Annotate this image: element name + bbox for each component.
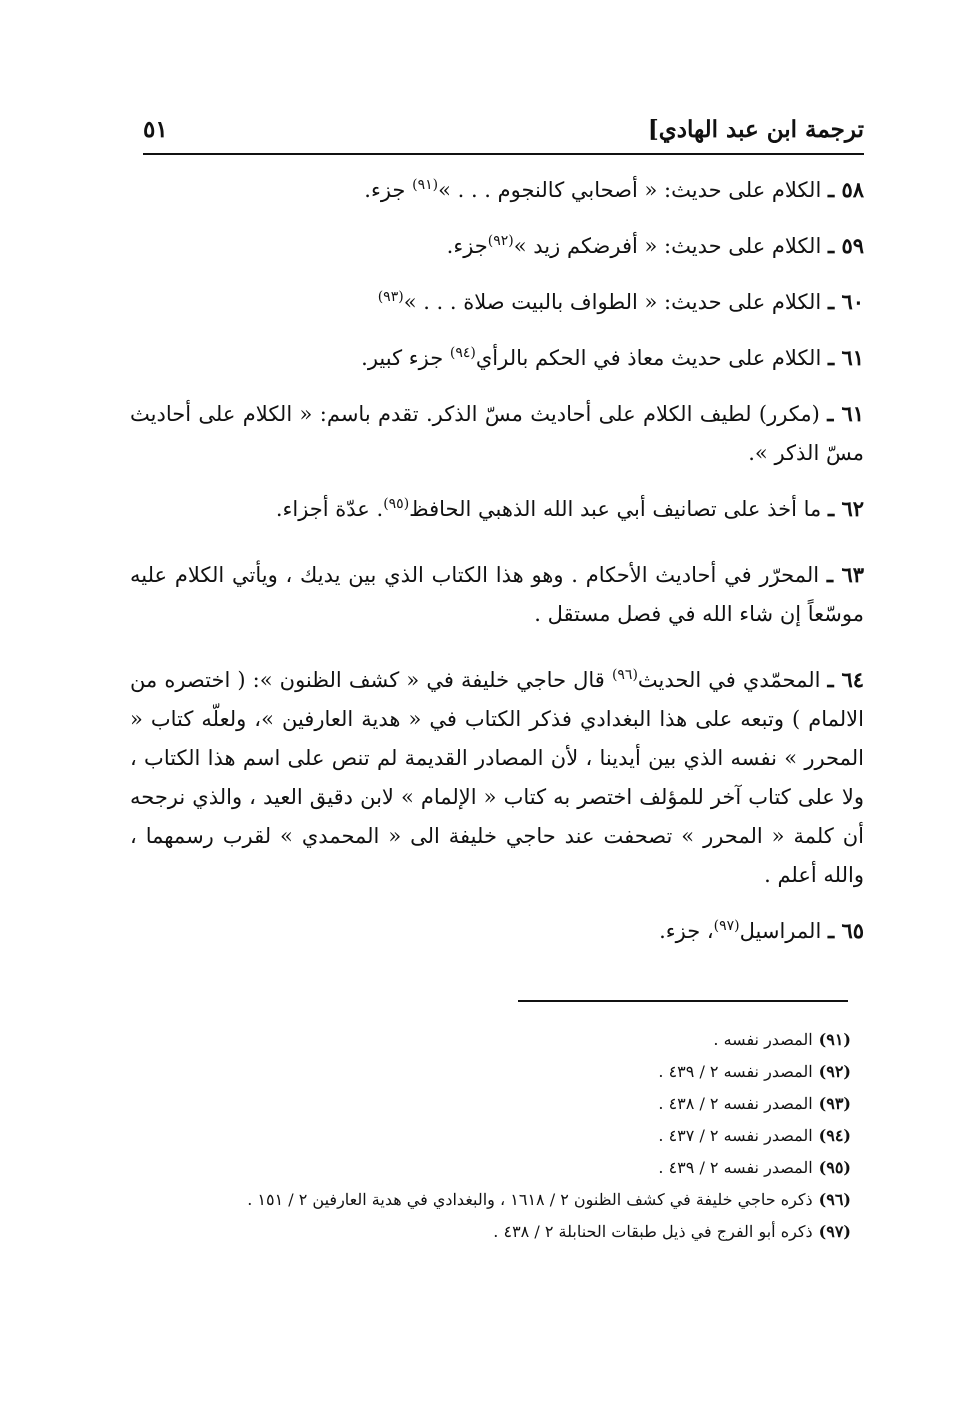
footnote-text: المصدر نفسه . — [713, 1030, 813, 1049]
entry-text: الكلام على حديث: « أفرضكم زيد » — [513, 234, 822, 258]
footnote-ref: (٩١) — [412, 177, 439, 193]
entry-number: ٥٩ ـ — [827, 233, 864, 258]
footnote-92 — [130, 1056, 851, 1088]
footnote-ref: (٩٤) — [449, 345, 476, 361]
entry-61 — [130, 338, 864, 378]
footnote-text: المصدر نفسه ٢ / ٤٣٨ . — [658, 1094, 813, 1113]
entry-tail: ، جزء. — [659, 919, 714, 943]
entry-tail: قال حاجي خليفة في « كشف الظنون »: ( اختصره من الالمام ) وتبعه على هذا البغدادي فذكر الكتاب في « هدية العارفين »، ولعلّه كتاب « المحرر » نفسه الذي بين أيدينا ، لأن المصادر القديمة لم تنص على اسم هذا الكتاب ، ولا على كتاب آخر للمؤلف اختصر به كتاب « الإلمام » لابن دقيق العيد ، والذي نرجحه أن كلمة « المحرر » تصحفت عند حاجي خليفة الى « المحمدي » لقرب رسمهما ، والله أعلم . — [130, 668, 864, 887]
footnote-text: المصدر نفسه ٢ / ٤٣٩ . — [658, 1158, 813, 1177]
entry-text: (مكرر) لطيف الكلام على أحاديث مسّ الذكر. تقدم باسم: « الكلام على أحاديث مسّ الذكر ». — [130, 402, 864, 465]
footnote-91 — [130, 1024, 851, 1056]
footnote-96 — [130, 1184, 851, 1216]
footnote-rule — [518, 1000, 848, 1002]
footnote-number: (٩١) — [818, 1030, 851, 1049]
entry-text: المحرّر في أحاديث الأحكام . وهو هذا الكتاب الذي بين يديك ، ويأتي الكلام عليه موسّعاً إن شاء الله في فصل مستقل . — [130, 563, 864, 626]
footnote-text: ذكره أبو الفرج في ذيل طبقات الحنابلة ٢ / ٤٣٨ . — [493, 1222, 813, 1241]
footnote-number: (٩٣) — [818, 1094, 851, 1113]
page-number: ٥١ — [143, 116, 168, 143]
footnote-number: (٩٦) — [818, 1190, 851, 1209]
entry-number: ٦٢ ـ — [827, 496, 864, 521]
entry-number: ٦١ ـ — [827, 345, 864, 370]
running-head — [143, 112, 864, 152]
entry-61-repeat — [130, 394, 864, 473]
entry-text: المحمّدي في الحديث — [637, 668, 821, 692]
entry-65 — [130, 911, 864, 951]
footnote-number: (٩٥) — [818, 1158, 851, 1177]
footnote-ref: (٩٣) — [377, 289, 404, 305]
entry-tail: جزء كبير. — [361, 346, 450, 370]
footnote-list — [130, 1024, 851, 1248]
entry-64 — [130, 660, 864, 895]
entry-text: الكلام على حديث: « أصحابي كالنجوم . . . » — [438, 178, 822, 202]
footnote-number: (٩٤) — [818, 1126, 851, 1145]
footnote-ref: (٩٦) — [611, 667, 638, 683]
header-rule — [143, 153, 864, 155]
entry-number: ٦٥ ـ — [827, 918, 864, 943]
entry-list — [130, 170, 864, 967]
footnote-94 — [130, 1120, 851, 1152]
entry-tail: . عدّة أجزاء. — [275, 497, 384, 521]
footnote-ref: (٩٧) — [713, 918, 740, 934]
footnote-93 — [130, 1088, 851, 1120]
entry-number: ٥٨ ـ — [827, 177, 864, 202]
entry-number: ٦١ ـ — [827, 401, 864, 426]
entry-59 — [130, 226, 864, 266]
entry-tail: جزء. — [364, 178, 413, 202]
footnote-number: (٩٢) — [818, 1062, 851, 1081]
footnote-number: (٩٧) — [818, 1222, 851, 1241]
footnote-ref: (٩٢) — [487, 233, 514, 249]
entry-60 — [130, 282, 864, 322]
footnote-95 — [130, 1152, 851, 1184]
footnote-text: المصدر نفسه ٢ / ٤٣٧ . — [658, 1126, 813, 1145]
footnote-ref: (٩٥) — [383, 496, 410, 512]
entry-number: ٦٠ ـ — [827, 289, 864, 314]
entry-number: ٦٣ ـ — [826, 562, 864, 587]
running-title: ترجمة ابن عبد الهادي] — [647, 116, 864, 143]
entry-58 — [130, 170, 864, 210]
footnote-text: المصدر نفسه ٢ / ٤٣٩ . — [658, 1062, 813, 1081]
footnote-text: ذكره حاجي خليفة في كشف الظنون ٢ / ١٦١٨ ، والبغدادي في هدية العارفين ٢ / ١٥١ . — [247, 1190, 813, 1209]
entry-text: المراسيل — [739, 919, 822, 943]
entry-text: الكلام على حديث معاذ في الحكم بالرأي — [475, 346, 822, 370]
footnote-97 — [130, 1216, 851, 1248]
entry-number: ٦٤ ـ — [827, 667, 864, 692]
entry-text: ما أخذ على تصانيف أبي عبد الله الذهبي الحافظ — [409, 497, 822, 521]
entry-tail: جزء. — [446, 234, 488, 258]
entry-63 — [130, 555, 864, 634]
entry-text: الكلام على حديث: « الطواف بالبيت صلاة . . . » — [403, 290, 822, 314]
entry-62 — [130, 489, 864, 529]
